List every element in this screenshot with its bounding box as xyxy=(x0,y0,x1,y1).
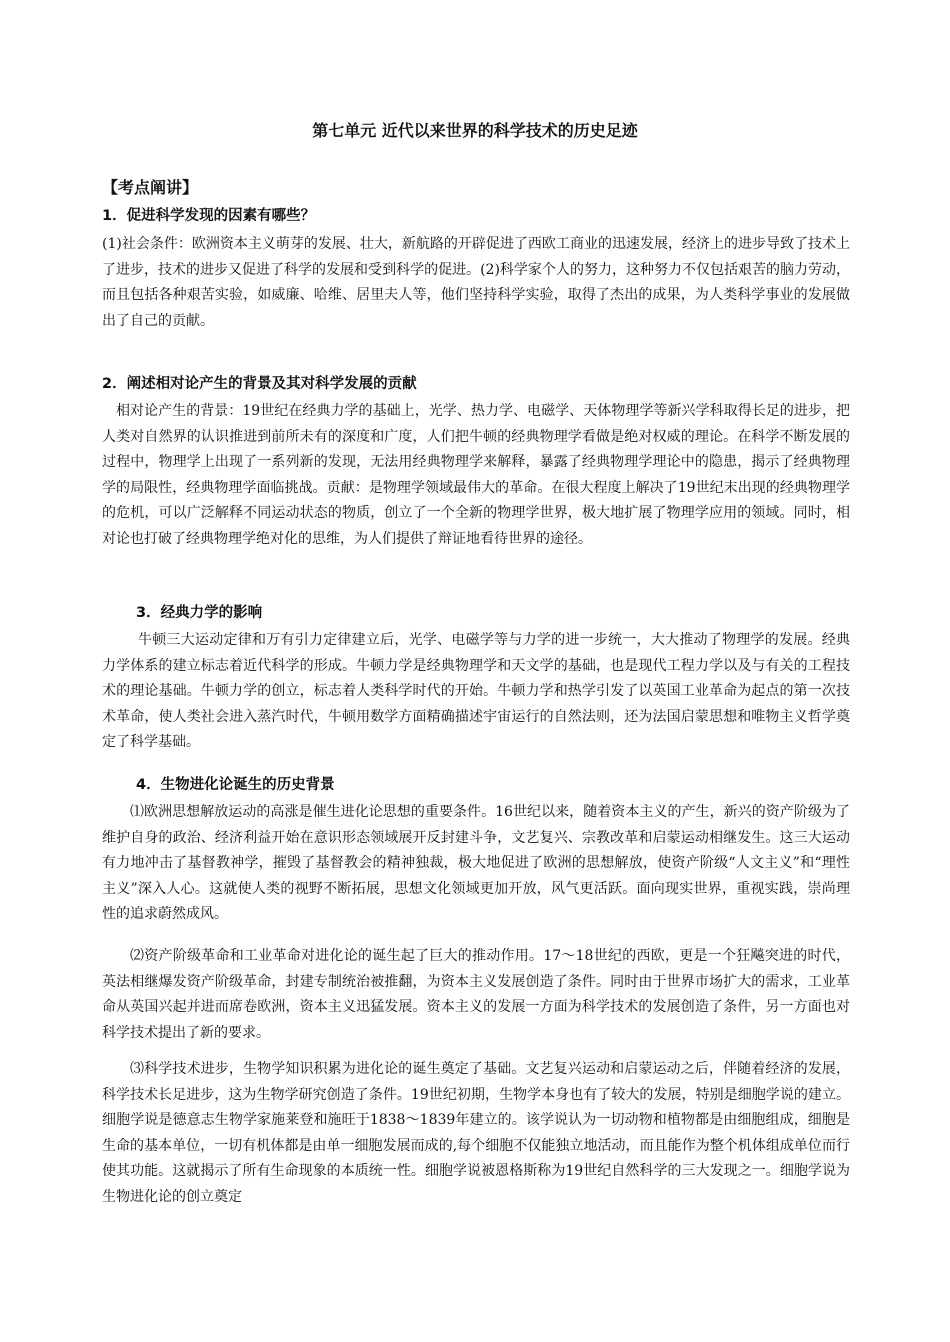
section-heading: 【考点阐讲】 xyxy=(102,178,199,197)
question-4-paragraph-2: ⑵资产阶级革命和工业革命对进化论的诞生起了巨大的推动作用。17～18世纪的西欧，更是一个狂飚突进的时代，英法相继爆发资产阶级革命，封建专制统治被推翻，为资本主义发展创造了条件。同时由于世界市场扩大的需求，工业革命从英国兴起并进而席卷欧洲，资本主义迅猛发展。资本主义的发展一方面为科学技术的发展创造了条件，另一方面也对科学技术提出了新的要求。 xyxy=(102,948,850,1041)
document-title: 第七单元 近代以来世界的科学技术的历史足迹 xyxy=(312,121,638,140)
question-1-heading: 1．促进科学发现的因素有哪些？ xyxy=(102,208,316,224)
question-4-paragraph-3: ⑶科学技术进步，生物学知识积累为进化论的诞生奠定了基础。文艺复兴运动和启蒙运动之后，伴随着经济的发展，科学技术长足进步，这为生物学研究创造了条件。19世纪初期，生物学本身也有了较大的发展，特别是细胞学说的建立。细胞学说是德意志生物学家施莱登和施旺于1838～1839年建立的。该学说认为一切动物和植物都是由细胞组成，细胞是生命的基本单位，一切有机体都是由单一细胞发展而成的,每个细胞不仅能独立地活动，而且能作为整个机体组成单位而行使其功能。这就揭示了所有生命现象的本质统一性。细胞学说被恩格斯称为19世纪自然科学的三大发现之一。细胞学说为生物进化论的创立奠定 xyxy=(102,1061,850,1205)
question-2-heading: 2．阐述相对论产生的背景及其对科学发展的贡献 xyxy=(102,376,417,392)
question-3-heading: 3．经典力学的影响 xyxy=(136,605,263,621)
question-2-body: 相对论产生的背景：19世纪在经典力学的基础上，光学、热力学、电磁学、天体物理学等新兴学科取得长足的进步，把人类对自然界的认识推进到前所未有的深度和广度，人们把牛顿的经典物理学看做是绝对权威的理论。在科学不断发展的过程中，物理学上出现了一系列新的发现，无法用经典物理学来解释，暴露了经典物理学理论中的隐患，揭示了经典物理学的局限性，经典物理学面临挑战。贡献：是物理学领域最伟大的革命。在很大程度上解决了19世纪末出现的经典物理学的危机，可以广泛解释不同运动状态的物质，创立了一个全新的物理学世界，极大地扩展了物理学应用的领域。同时，相对论也打破了经典物理学绝对化的思维，为人们提供了辩证地看待世界的途径。 xyxy=(102,403,850,547)
question-4-paragraph-1: ⑴欧洲思想解放运动的高涨是催生进化论思想的重要条件。16世纪以来，随着资本主义的产生，新兴的资产阶级为了维护自身的政治、经济利益开始在意识形态领域展开反封建斗争，文艺复兴、宗教改革和启蒙运动相继发生。这三大运动有力地冲击了基督教神学，摧毁了基督教会的精神独裁，极大地促进了欧洲的思想解放，使资产阶级“人文主义”和“理性主义”深入人心。这就使人类的视野不断拓展，思想文化领域更加开放，风气更活跃。面向现实世界，重视实践，崇尚理性的追求蔚然成风。 xyxy=(102,804,850,923)
question-1-body: (1)社会条件：欧洲资本主义萌芽的发展、壮大，新航路的开辟促进了西欧工商业的迅速发展，经济上的进步导致了技术上了进步，技术的进步又促进了科学的发展和受到科学的促进。(2)科学家个人的努力，这种努力不仅包括艰苦的脑力劳动，而且包括各种艰苦实验，如威廉、哈维、居里夫人等，他们坚持科学实验，取得了杰出的成果，为人类科学事业的发展做出了自己的贡献。 xyxy=(102,236,850,329)
question-4-heading: 4．生物进化论诞生的历史背景 xyxy=(136,777,335,793)
question-3-body: 牛顿三大运动定律和万有引力定律建立后，光学、电磁学等与力学的进一步统一，大大推动了物理学的发展。经典力学体系的建立标志着近代科学的形成。牛顿力学是经典物理学和天文学的基础，也是现代工程力学以及与有关的工程技术的理论基础。牛顿力学的创立，标志着人类科学时代的开始。牛顿力学和热学引发了以英国工业革命为起点的第一次技术革命，使人类社会进入蒸汽时代，牛顿用数学方面精确描述宇宙运行的自然法则，还为法国启蒙思想和唯物主义哲学奠定了科学基础。 xyxy=(102,632,850,751)
